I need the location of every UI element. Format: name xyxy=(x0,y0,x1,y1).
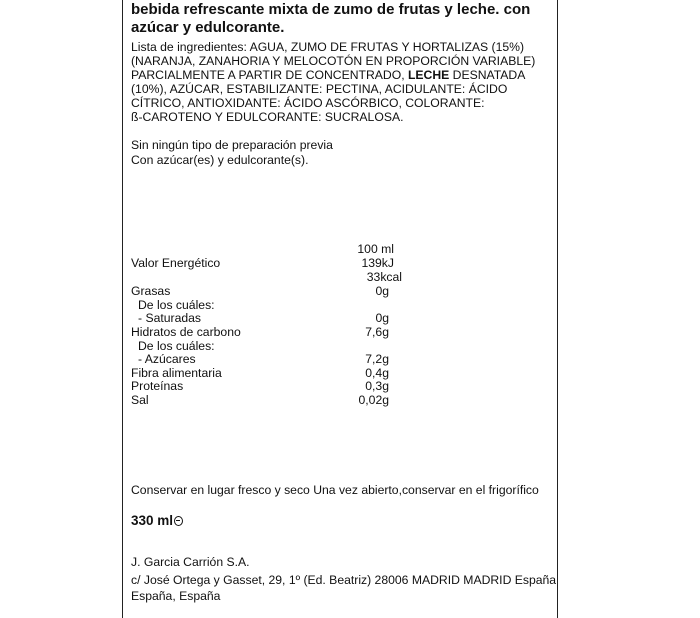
nutrition-label: - Azúcares xyxy=(138,352,196,366)
product-title-line2: azúcar y edulcorante. xyxy=(131,19,285,36)
nutrition-value: 0,3g xyxy=(365,379,389,393)
nutrition-label: Sal xyxy=(131,393,149,407)
nutrition-label: - Saturadas xyxy=(138,311,202,325)
nutrition-value: 0,4g xyxy=(365,366,389,380)
ingredients-line4: (10%), AZÚCAR, ESTABILIZANTE: PECTINA, ACIDULANTE: ÁCIDO xyxy=(131,82,508,96)
nutrition-value: 7,6g xyxy=(365,325,389,339)
nutrition-label: Fibra alimentaria xyxy=(131,366,222,380)
company-name: J. Garcia Carrión S.A. xyxy=(131,555,250,569)
nutrition-value: 0,02g xyxy=(358,393,389,407)
ingredients-line6: ß-CAROTENO Y EDULCORANTE: SUCRALOSA. xyxy=(131,110,404,124)
nutrition-label: Grasas xyxy=(131,284,171,298)
nutrition-value: 139kJ xyxy=(361,256,394,270)
net-quantity: 330 ml xyxy=(131,513,183,528)
nutrition-label: Proteínas xyxy=(131,379,184,393)
ingredients-line5: CÍTRICO, ANTIOXIDANTE: ÁCIDO ASCÓRBICO, COLORANTE: xyxy=(131,96,485,110)
nutrition-value: 0g xyxy=(375,284,389,298)
nutrition-label: De los cuáles: xyxy=(138,298,215,312)
ingredients-line3: PARCIALMENTE A PARTIR DE CONCENTRADO, LECHE DESNATADA xyxy=(131,68,526,82)
nutrition-value: 0g xyxy=(375,311,389,325)
company-address-line2: España, España xyxy=(131,589,221,603)
sweeteners-note: Con azúcar(es) y edulcorante(s). xyxy=(131,153,309,167)
ingredients-line2: (NARANJA, ZANAHORIA Y MELOCOTÓN EN PROPORCIÓN VARIABLE) xyxy=(131,54,536,68)
nutrition-label: Valor Energético xyxy=(131,256,221,270)
nutrition-per-header: 100 ml xyxy=(357,242,394,256)
ingredients-line1: Lista de ingredientes: AGUA, ZUMO DE FRUTAS Y HORTALIZAS (15%) xyxy=(131,40,525,54)
nutrition-value: 7,2g xyxy=(365,352,389,366)
estimated-sign-icon xyxy=(174,516,183,526)
allergen-milk: LECHE xyxy=(407,68,450,82)
nutrition-value: 33kcal xyxy=(366,270,402,284)
product-title-line1: bebida refrescante mixta de zumo de frutas y leche. con xyxy=(131,1,531,18)
nutrition-label: De los cuáles: xyxy=(138,339,215,353)
storage-instructions: Conservar en lugar fresco y seco Una vez abierto,conservar en el frigorífico xyxy=(131,483,539,497)
company-address-line1: c/ José Ortega y Gasset, 29, 1º (Ed. Beatriz) 28006 MADRID MADRID España xyxy=(131,573,557,587)
preparation-note: Sin ningún tipo de preparación previa xyxy=(131,138,333,152)
nutrition-label: Hidratos de carbono xyxy=(131,325,241,339)
